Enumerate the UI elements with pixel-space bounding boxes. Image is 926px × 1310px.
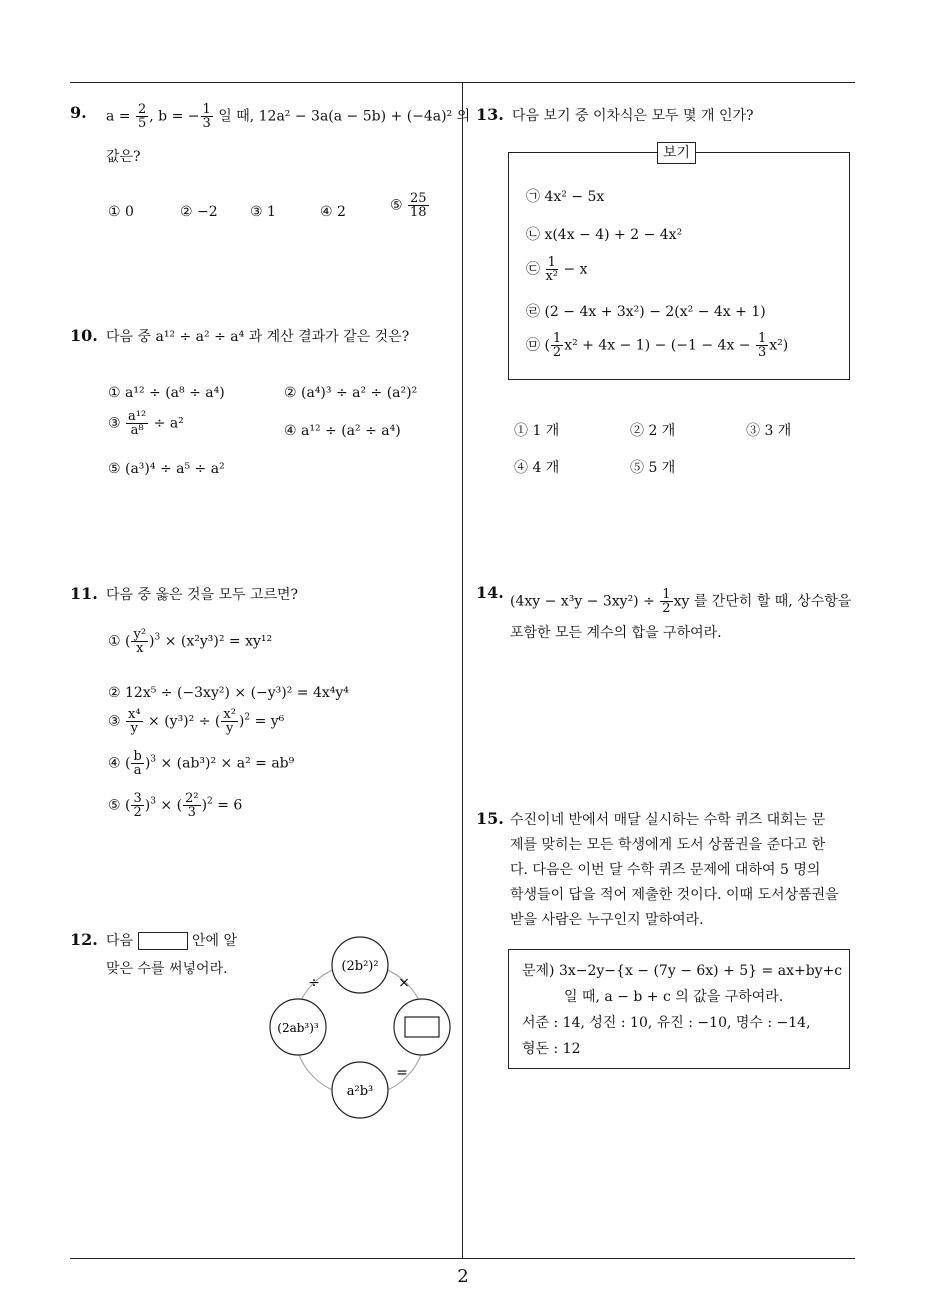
q11-choice-3[interactable]: ③ $\frac{\text{x⁴}}{y}$ × (y³)² ÷ ( $\frac{\text{x²}}{y}$ )$^2$ = y⁶ — [108, 707, 285, 736]
q10-choice-2[interactable]: ② (a⁴)³ ÷ a² ÷ (a²)² — [284, 385, 418, 401]
diagram-node-right — [394, 999, 450, 1055]
q9-b-part: , b = − — [149, 108, 200, 125]
q12-cycle-diagram — [262, 930, 462, 1130]
q13-choice-3[interactable]: ③ 3 개 — [746, 423, 792, 439]
q9-number: 9. — [70, 103, 87, 122]
q9-choice-4[interactable]: ④ 2 — [320, 204, 346, 220]
q9-choice-3[interactable]: ③ 1 — [250, 204, 276, 220]
q9-choice-1[interactable]: ① 0 — [108, 204, 134, 220]
diagram-top-label: (2b²)² — [341, 959, 379, 974]
q15-box-line-1: 문제) 3x−2y−{x − (7y − 6x) + 5} = ax+by+c — [522, 963, 843, 979]
q11-choice-4[interactable]: ④ ( $\frac{b}{a}$ )$^3$ × (ab³)² × a² = ab⁹ — [108, 749, 295, 778]
q10-choice-5[interactable]: ⑤ (a³)⁴ ÷ a⁵ ÷ a² — [108, 461, 225, 477]
diagram-op-multiply: × — [398, 975, 410, 991]
diagram-left-label: (2ab³)³ — [277, 1021, 319, 1035]
q9-text — [106, 103, 470, 130]
q10-choice-3[interactable]: ③ $\frac{\text{a¹²}}{\text{a⁸}}$ ÷ a² — [108, 409, 184, 438]
q13-number: 13. — [476, 105, 504, 124]
q11-choice-1[interactable]: ① ( $\frac{\text{y²}}{x}$ )$^3$ × (x²y³)² = xy¹² — [108, 627, 273, 656]
q11-text: 다음 중 옳은 것을 모두 고르면? — [106, 587, 299, 603]
q10-text: 다음 중 a¹² ÷ a² ÷ a⁴ 과 계산 결과가 같은 것은? — [106, 329, 410, 345]
q10-choice3-frac: $\frac{\text{a¹²}}{\text{a⁸}}$ — [128, 409, 147, 438]
column-divider — [462, 83, 463, 1259]
q14-line2: 포함한 모든 계수의 합을 구하여라. — [510, 625, 722, 641]
q15-box-line-4: 형돈 : 12 — [522, 1041, 581, 1057]
page-number: 2 — [457, 1266, 469, 1287]
q13-choice-4[interactable]: ④ 4 개 — [514, 460, 560, 476]
q12-number: 12. — [70, 930, 98, 949]
q15-line-2: 제를 맞히는 모든 학생에게 도서 상품권을 준다고 한 — [510, 837, 826, 853]
q15-line-5: 받을 사람은 누구인지 말하여라. — [510, 912, 704, 928]
q13-item-2: ㉡ x(4x − 4) + 2 − 4x² — [526, 227, 683, 243]
q15-box-line-2: 일 때, a − b + c 의 값을 구하여라. — [564, 989, 784, 1005]
diagram-bottom-label: a²b³ — [346, 1084, 374, 1099]
q9-expr-prefix: a = — [106, 108, 135, 125]
q11-number: 11. — [70, 584, 98, 603]
q12-line2: 맞은 수를 써넣어라. — [106, 961, 228, 977]
q9-choice-5[interactable]: ⑤ $\frac{25}{18}$ — [390, 191, 427, 220]
q9-choice-2[interactable]: ② −2 — [180, 204, 218, 220]
q13-item-5: ㉤ ( $\frac{1}{2}$ x² + 4x − 1) − (−1 − 4x − $\frac{1}{3}$ x²) — [526, 331, 789, 360]
q11-choice-5[interactable]: ⑤ ( $\frac{3}{2}$ )$^3$ × ( $\frac{\text{2²}}{3}$ )$^2$ = 6 — [108, 791, 243, 820]
q15-line-1: 수진이네 반에서 매달 실시하는 수학 퀴즈 대회는 문 — [510, 812, 826, 828]
q12-blank-box — [138, 932, 188, 950]
q14-number: 14. — [476, 583, 504, 602]
q9-frac1: $\frac{2}{5}$ — [137, 102, 147, 131]
q15-box-line-3: 서준 : 14, 성진 : 10, 유진 : −10, 명수 : −14, — [522, 1015, 811, 1031]
q9-expr-suffix: 일 때, 12a² − 3a(a − 5b) + (−4a)² 의 — [213, 108, 471, 125]
q13-text: 다음 보기 중 이차식은 모두 몇 개 인가? — [512, 108, 754, 124]
diagram-op-divide: ÷ — [308, 975, 320, 991]
q10-number: 10. — [70, 326, 98, 345]
q12-text: 다음 안에 알 — [106, 933, 237, 949]
q15-line-4: 학생들이 답을 적어 제출한 것이다. 이때 도서상품권을 — [510, 887, 839, 903]
q9-choice5-frac: $\frac{25}{18}$ — [410, 191, 427, 220]
q15-number: 15. — [476, 809, 504, 828]
q10-choice-1[interactable]: ① a¹² ÷ (a⁸ ÷ a⁴) — [108, 385, 225, 401]
q10-choice-4[interactable]: ④ a¹² ÷ (a² ÷ a⁴) — [284, 423, 401, 439]
q11-choice-2[interactable]: ② 12x⁵ ÷ (−3xy²) × (−y³)² = 4x⁴y⁴ — [108, 685, 349, 701]
q14-line1: (4xy − x³y − 3xy²) ÷ $\frac{1}{2}$ xy 를 간단히 할 때, 상수항을 — [510, 587, 852, 616]
q9-frac2: $\frac{1}{3}$ — [202, 102, 211, 131]
q13-choice-5[interactable]: ⑤ 5 개 — [630, 460, 676, 476]
q13-bogi-label: 보기 — [657, 142, 696, 164]
q15-line-3: 다. 다음은 이번 달 수학 퀴즈 문제에 대하여 5 명의 — [510, 862, 821, 878]
q13-item-1: ㉠ 4x² − 5x — [526, 189, 605, 205]
q9-line2: 값은? — [106, 149, 141, 165]
q13-item-4: ㉣ (2 − 4x + 3x²) − 2(x² − 4x + 1) — [526, 304, 766, 320]
q13-choice-1[interactable]: ① 1 개 — [514, 423, 560, 439]
diagram-op-equals: = — [396, 1065, 408, 1081]
q13-item-3: ㉢ $\frac{1}{\text{x²}}$ − x — [526, 255, 588, 284]
q13-choice-2[interactable]: ② 2 개 — [630, 423, 676, 439]
